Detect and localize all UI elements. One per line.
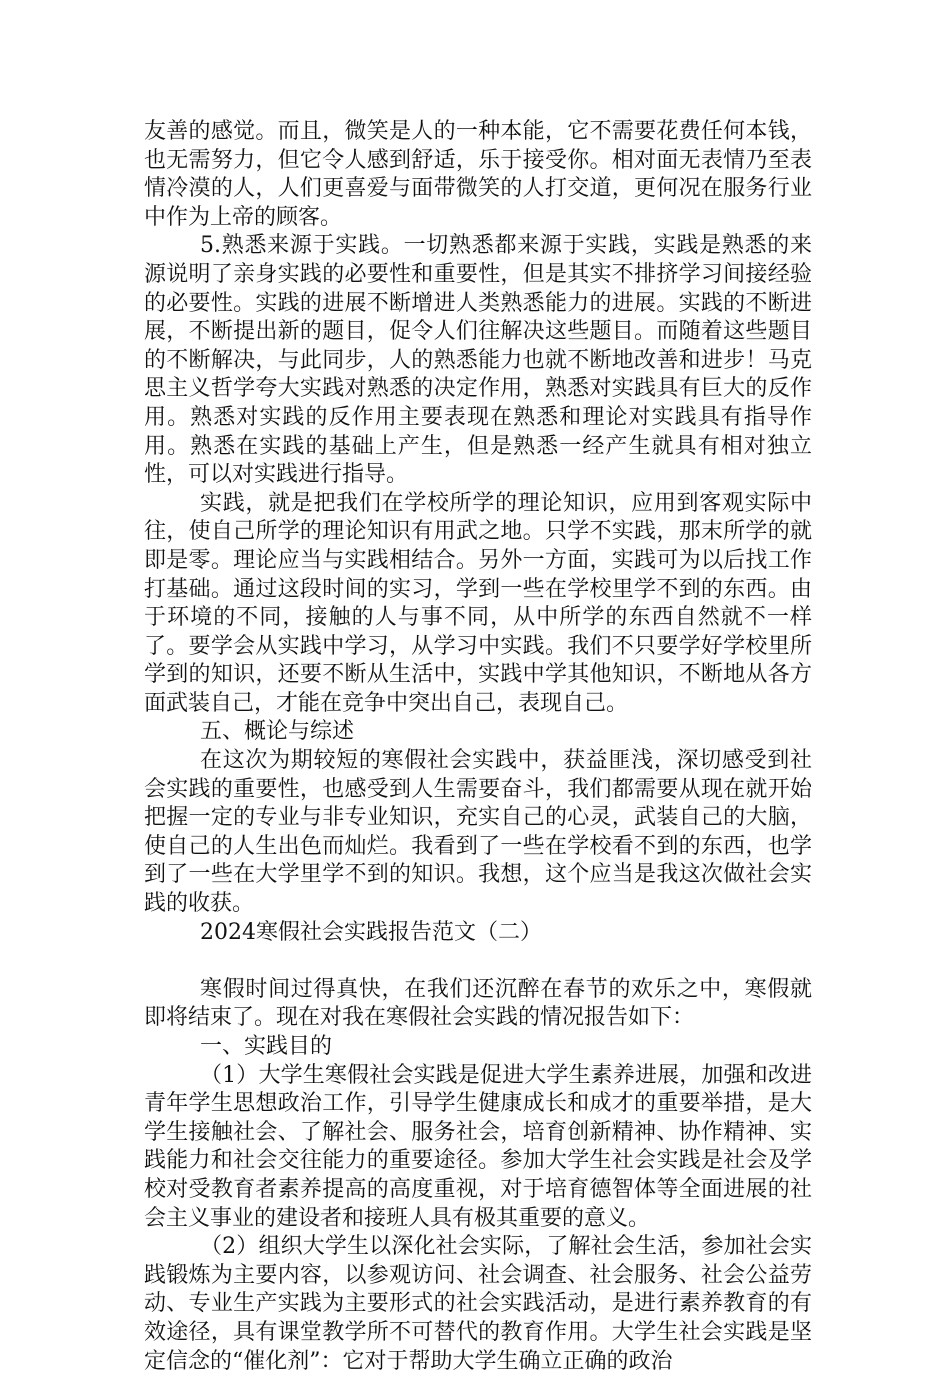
paragraph-knowledge-from-practice: 5.熟悉来源于实践。一切熟悉都来源于实践，实践是熟悉的来源说明了亲身实践的必要性和重要性，但是其实不排挤学习间接经验的必要性。实践的进展不断增进人类熟悉能力的进展。实践的不断进展，不断提出新的题目，促令人们往解决这些题目。而随着这些题目的不断解决，与此同步，人的熟悉能力也就不断地改善和进步！马克思主义哲学夸大实践对熟悉的决定作用，熟悉对实践具有巨大的反作用。熟悉对实践的反作用主要表现在熟悉和理论对实践具有指导作用。熟悉在实践的基础上产生，但是熟悉一经产生就具有相对独立性，可以对实践进行指导。 [144,233,812,488]
document-page [144,118,812,1376]
paragraph-summary: 在这次为期较短的寒假社会实践中，获益匪浅，深切感受到社会实践的重要性，也感受到人生需要奋斗，我们都需要从现在就开始把握一定的专业与非专业知识，充实自己的心灵，武装自己的大脑，使自己的人生出色而灿烂。我看到了一些在学校看不到的东西，也学到了一些在大学里学不到的知识。我想，这个应当是我这次做社会实践的收获。 [144,748,812,917]
section-heading-summary: 五、概论与综述 [200,719,355,745]
paragraph-purpose-two: （2）组织大学生以深化社会实际，了解社会生活，参加社会实践锻炼为主要内容，以参观访问、社会调查、社会服务、社会公益劳动、专业生产实践为主要形式的社会实践活动，是进行素养教育的有效途径，具有课堂教学所不可替代的教育作用。大学生社会实践是坚定信念的“催化剂”：它对于帮助大学生确立正确的政治 [144,1234,812,1374]
paragraph-practice-meaning: 实践，就是把我们在学校所学的理论知识，应用到客观实际中往，使自己所学的理论知识有用武之地。只学不实践，那末所学的就即是零。理论应当与实践相结合。另外一方面，实践可为以后找工作打基础。通过这段时间的实习，学到一些在学校里学不到的东西。由于环境的不同，接触的人与事不同，从中所学的东西自然就不一样了。要学会从实践中学习，从学习中实践。我们不只要学好学校里所学到的知识，还要不断从生活中，实践中学其他知识，不断地从各方面武装自己，才能在竞争中突出自己，表现自己。 [144,490,812,716]
paragraph-purpose-one: （1）大学生寒假社会实践是促进大学生素养进展，加强和改进青年学生思想政治工作，引导学生健康成长和成才的重要举措，是大学生接触社会、了解社会、服务社会，培育创新精神、协作精神、实践能力和社会交往能力的重要途径。参加大学生社会实践是社会及学校对受教育者素养提高的高度重视，对于培育德智体等全面进展的社会主义事业的建设者和接班人具有极其重要的意义。 [144,1062,812,1231]
report-title-two: 2024寒假社会实践报告范文（二） [200,919,542,945]
paragraph-intro: 寒假时间过得真快，在我们还沉醉在春节的欢乐之中，寒假就即将结束了。现在对我在寒假社会实践的情况报告如下： [144,976,812,1031]
section-heading-purpose: 一、实践目的 [200,1034,333,1059]
blank-line [144,947,812,976]
paragraph-smile-continuation: 友善的感觉。而且，微笑是人的一种本能，它不需要花费任何本钱，也无需努力，但它令人感到舒适，乐于接受你。相对面无表情乃至表情冷漠的人，人们更喜爱与面带微笑的人打交道，更何况在服务行业中作为上帝的顾客。 [144,119,812,230]
